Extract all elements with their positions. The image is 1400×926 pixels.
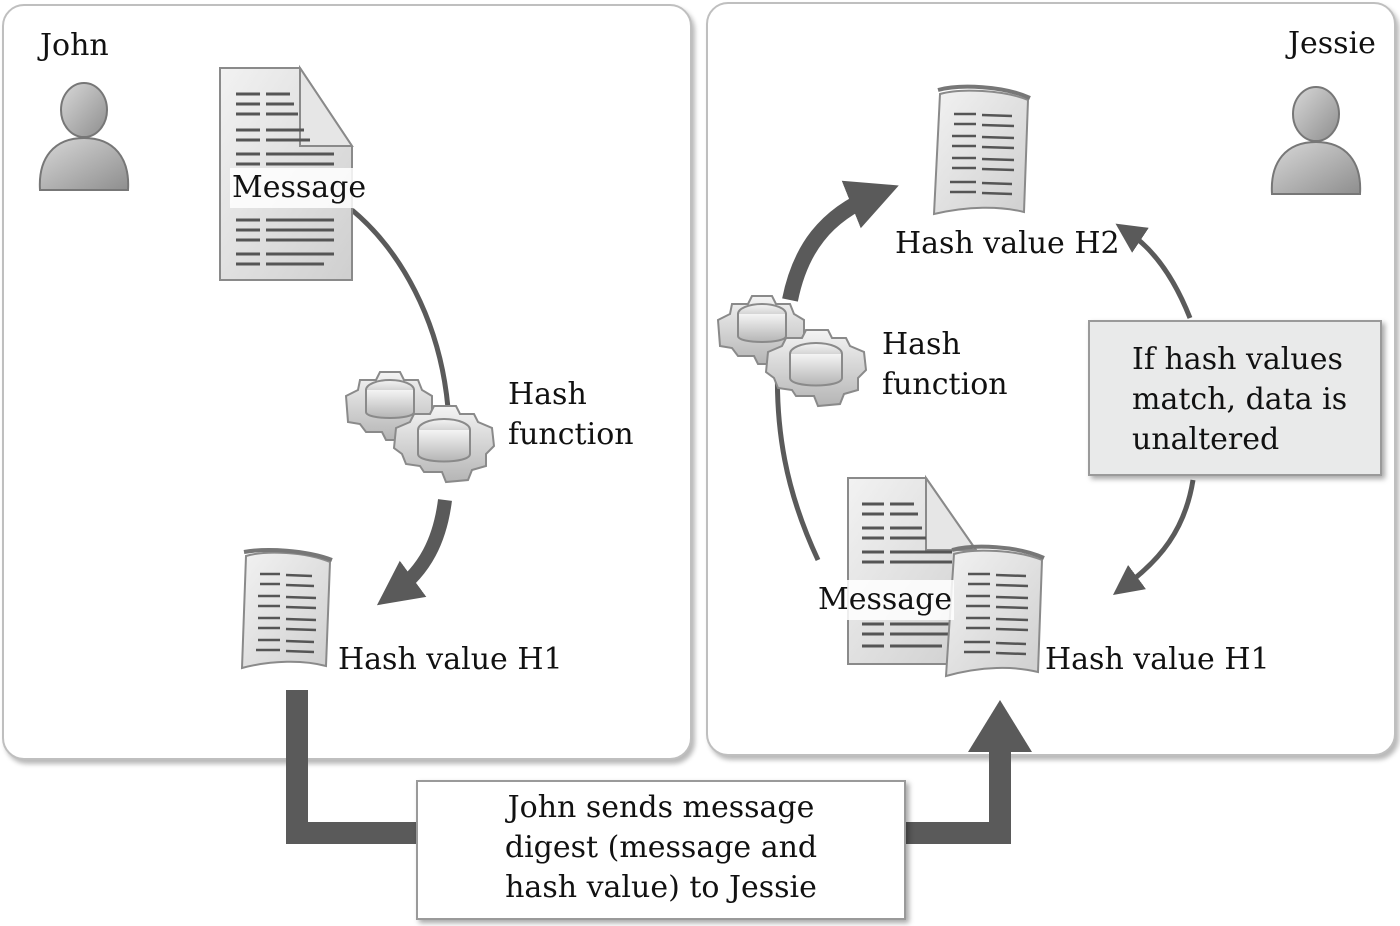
scroll-icon xyxy=(928,84,1038,224)
scroll-icon xyxy=(236,548,338,678)
jessie-hash-function-line1: Hash xyxy=(882,327,961,362)
person-icon xyxy=(1268,82,1364,200)
john-name: John xyxy=(40,28,109,63)
person-icon xyxy=(36,78,132,196)
john-hash-value-label: Hash value H1 xyxy=(338,642,563,677)
jessie-name: Jessie xyxy=(1288,26,1376,61)
jessie-hash-function-line2: function xyxy=(882,367,1008,402)
jessie-message-label: Message xyxy=(816,580,954,620)
john-hash-function-line2: function xyxy=(508,417,634,452)
john-message-label: Message xyxy=(230,168,368,208)
hash-match-callout xyxy=(1088,320,1382,476)
callout-line: If hash values xyxy=(1132,342,1343,377)
gears-icon xyxy=(336,366,506,498)
transfer-note xyxy=(416,780,906,920)
jessie-hash-value-h2-label: Hash value H2 xyxy=(895,226,1120,261)
gears-icon xyxy=(708,290,878,422)
transfer-line: John sends message xyxy=(507,790,815,825)
scroll-icon xyxy=(940,544,1052,684)
transfer-line: hash value) to Jessie xyxy=(505,870,817,905)
callout-line: match, data is xyxy=(1132,382,1348,417)
transfer-line: digest (message and xyxy=(504,830,818,865)
callout-line: unaltered xyxy=(1132,422,1280,457)
john-hash-function-line1: Hash xyxy=(508,377,587,412)
jessie-hash-value-h1-label: Hash value H1 xyxy=(1045,642,1270,677)
